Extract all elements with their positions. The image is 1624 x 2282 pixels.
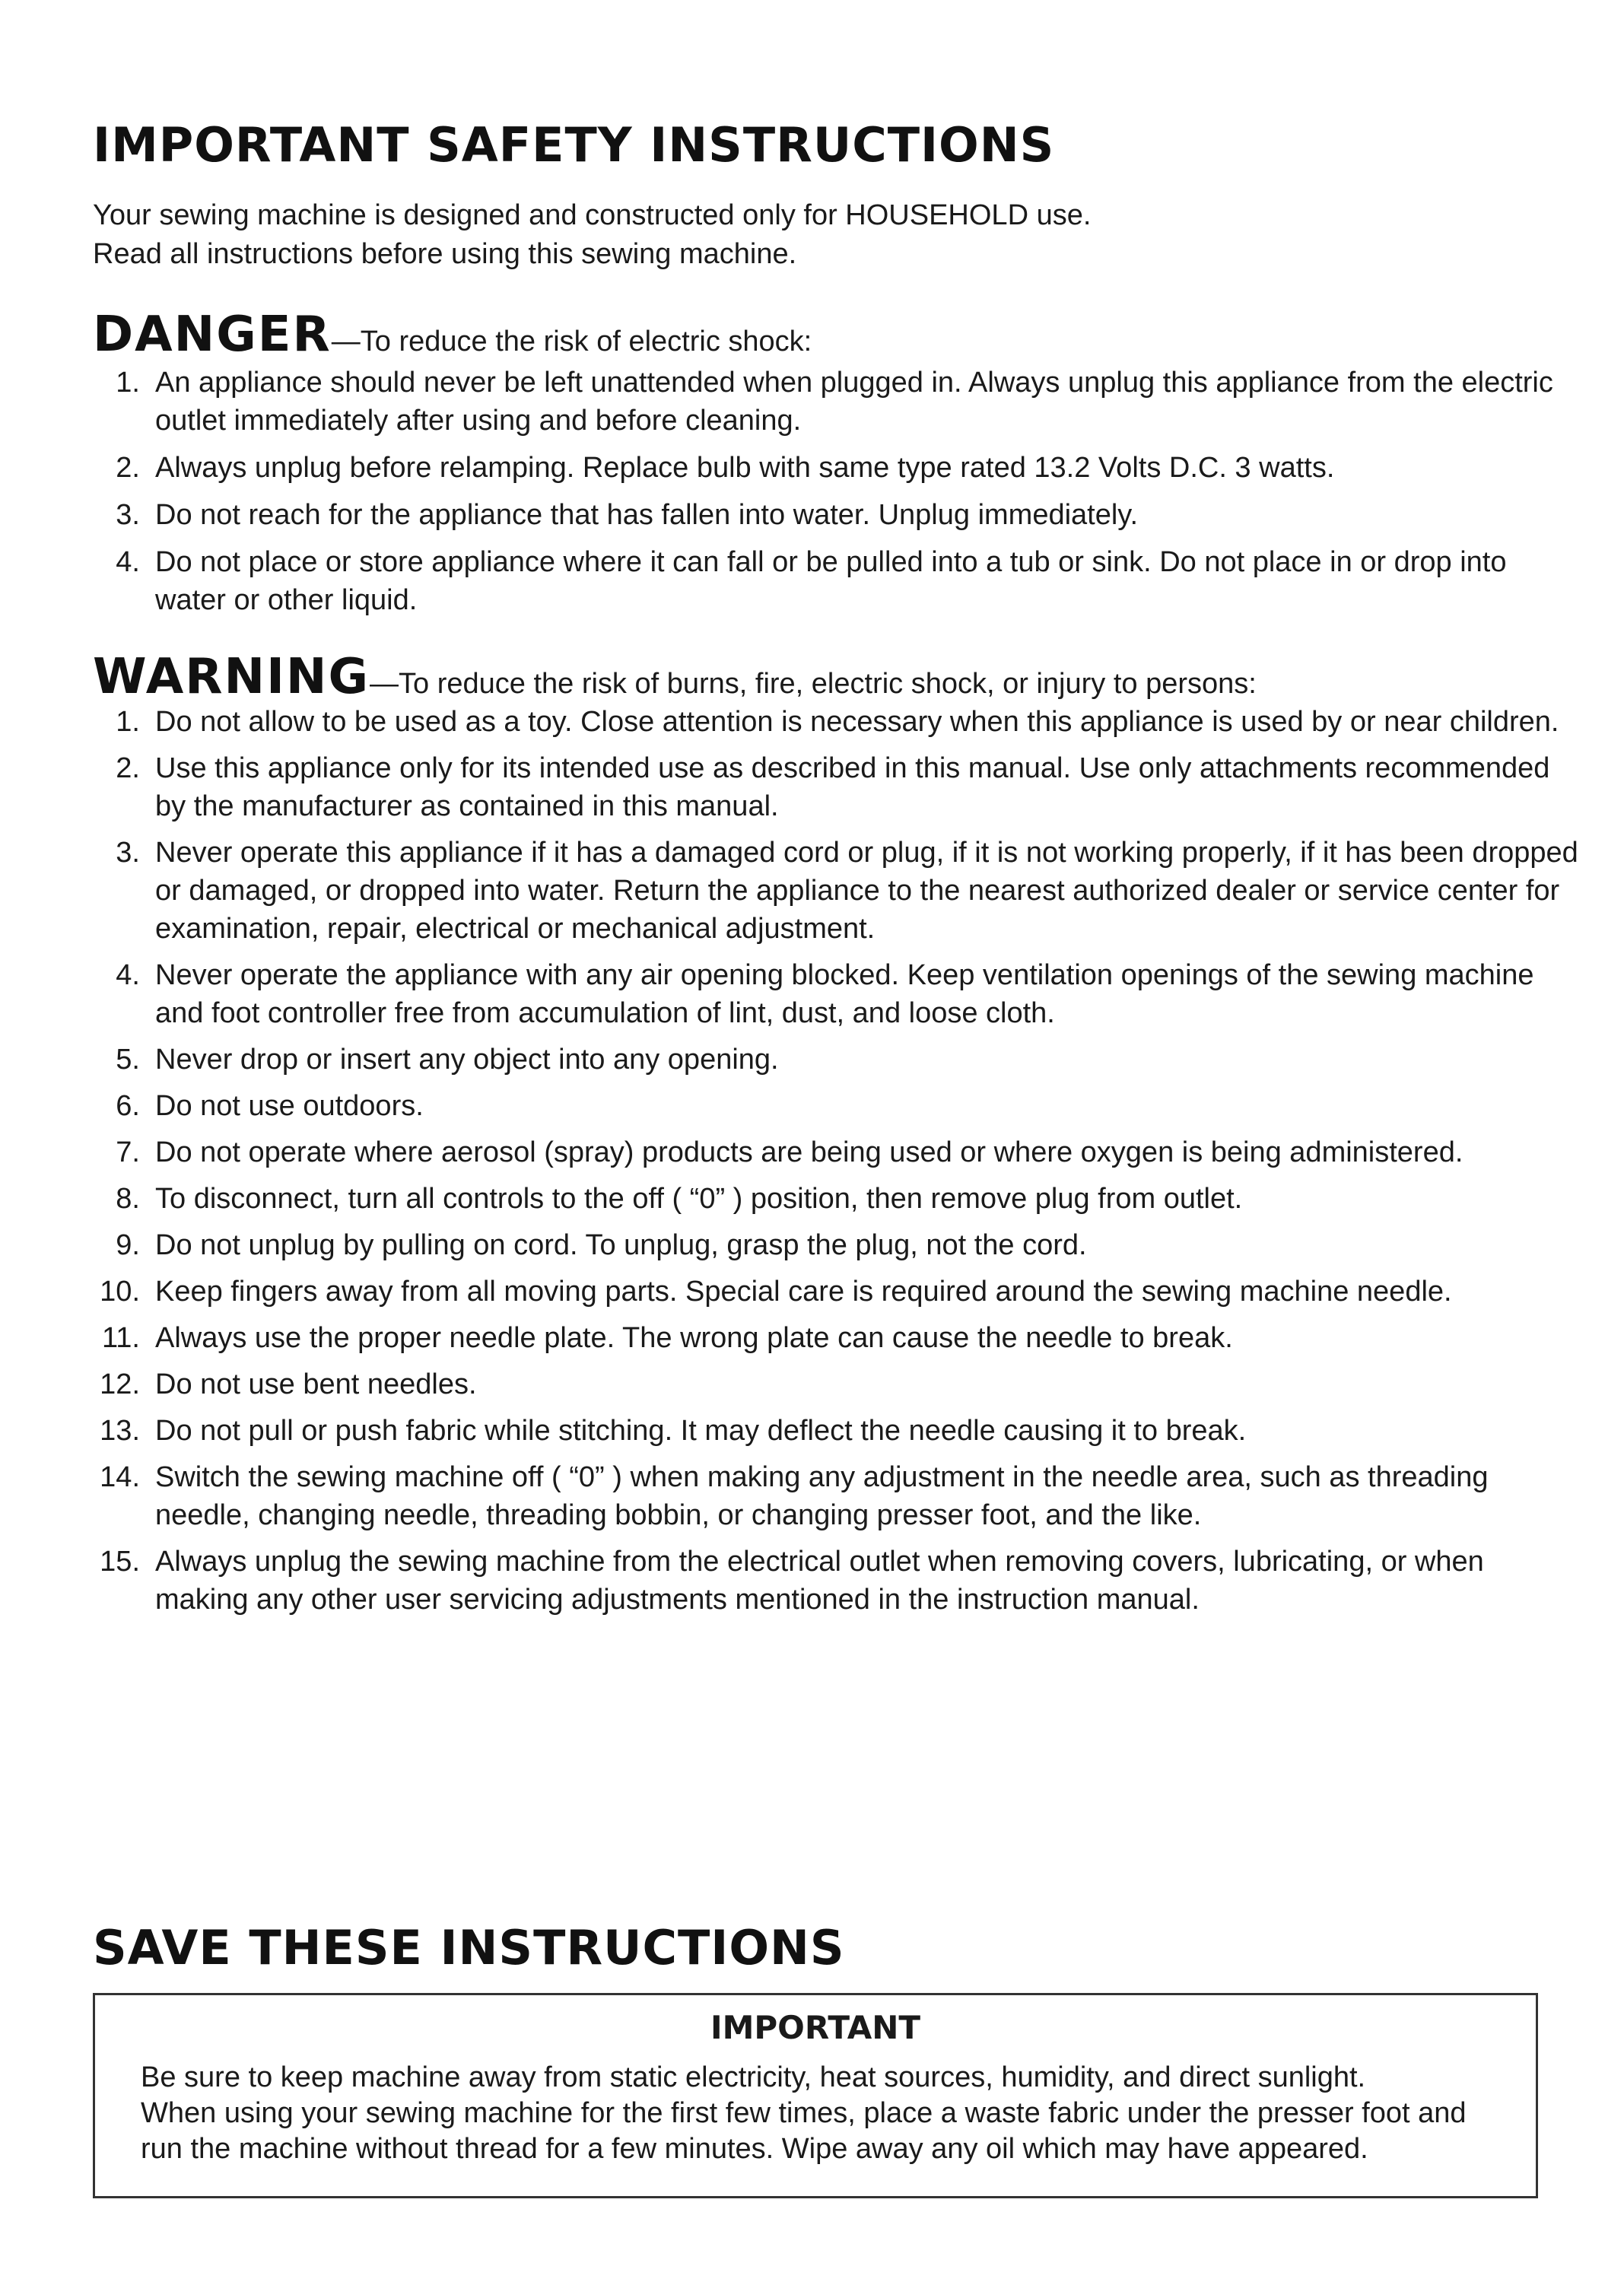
warning-subtitle: To reduce the risk of burns, fire, electric shock, or injury to persons: (399, 668, 1257, 700)
item-number: 1. (116, 706, 140, 738)
warning-item-10 (93, 1273, 1584, 1311)
item-number: 14. (100, 1461, 140, 1493)
danger-subtitle: To reduce the risk of electric shock: (360, 326, 812, 358)
item-number: 6. (116, 1090, 140, 1122)
danger-list (93, 364, 1584, 628)
item-number: 1. (116, 367, 140, 399)
item-number: 8. (116, 1183, 140, 1215)
warning-dash: — (370, 668, 399, 700)
warning-heading (93, 649, 1257, 705)
warning-item-9 (93, 1226, 1584, 1264)
item-number: 2. (116, 752, 140, 784)
item-text: Do not operate where aerosol (spray) products are being used or where oxygen is being administered. (155, 1136, 1464, 1168)
item-text: Do not unplug by pulling on cord. To unplug, grasp the plug, not the cord. (155, 1229, 1087, 1261)
item-text: Always use the proper needle plate. The wrong plate can cause the needle to break. (155, 1322, 1233, 1354)
item-number: 3. (116, 499, 140, 531)
warning-list (93, 703, 1584, 1627)
item-number: 12. (100, 1368, 140, 1400)
item-number: 3. (116, 837, 140, 869)
intro-text (93, 196, 1091, 274)
item-text: Do not reach for the appliance that has fallen into water. Unplug immediately. (155, 499, 1139, 531)
notice-line: When using your sewing machine for the first few times, place a waste fabric under the presser foot and run the machine without thread for a few minutes. Wipe away any oil which may have appeared. (141, 2097, 1467, 2165)
notice-body (141, 2060, 1505, 2167)
warning-item-15 (93, 1543, 1584, 1619)
item-number: 15. (100, 1546, 140, 1578)
warning-item-11 (93, 1319, 1584, 1357)
item-text: Switch the sewing machine off ( “0” ) when making any adjustment in the needle area, such as threading needle, changing needle, threading bobbin, or changing presser foot, and the like. (155, 1461, 1489, 1531)
warning-item-2 (93, 749, 1584, 825)
item-number: 4. (116, 959, 140, 991)
item-text: Do not pull or push fabric while stitching. It may deflect the needle causing it to break. (155, 1415, 1247, 1447)
warning-item-6 (93, 1087, 1584, 1125)
item-number: 10. (100, 1276, 140, 1308)
intro-line: Read all instructions before using this sewing machine. (93, 238, 797, 270)
warning-item-14 (93, 1458, 1584, 1534)
item-text: Do not use bent needles. (155, 1368, 477, 1400)
warning-item-8 (93, 1180, 1584, 1218)
warning-item-12 (93, 1365, 1584, 1403)
item-text: Never drop or insert any object into any opening. (155, 1044, 779, 1076)
danger-item-3 (93, 496, 1584, 534)
item-text: Always unplug before relamping. Replace bulb with same type rated 13.2 Volts D.C. 3 watts. (155, 452, 1335, 484)
danger-label: DANGER (93, 307, 332, 363)
item-text: To disconnect, turn all controls to the off ( “0” ) position, then remove plug from outlet. (155, 1183, 1243, 1215)
danger-heading (93, 307, 812, 363)
page-title: IMPORTANT SAFETY INSTRUCTIONS (93, 117, 1055, 173)
danger-item-1 (93, 364, 1584, 440)
item-number: 2. (116, 452, 140, 484)
warning-item-1 (93, 703, 1584, 741)
item-text: Use this appliance only for its intended use as described in this manual. Use only attachments recommended by the manufacturer as contained in this manual. (155, 752, 1550, 822)
item-text: Never operate the appliance with any air opening blocked. Keep ventilation openings of the sewing machine and foot controller free from accumulation of lint, dust, and loose cloth. (155, 959, 1534, 1029)
item-text: Keep fingers away from all moving parts. Special care is required around the sewing machine needle. (155, 1276, 1452, 1308)
item-text: Do not allow to be used as a toy. Close attention is necessary when this appliance is used by or near children. (155, 706, 1559, 738)
warning-label: WARNING (93, 649, 370, 705)
intro-line: Your sewing machine is designed and constructed only for HOUSEHOLD use. (93, 199, 1092, 231)
item-text: Always unplug the sewing machine from the electrical outlet when removing covers, lubricating, or when making any other user servicing adjustments mentioned in the instruction manual. (155, 1546, 1484, 1616)
item-number: 4. (116, 546, 140, 578)
item-text: Never operate this appliance if it has a damaged cord or plug, if it is not working properly, if it has been dropped or damaged, or dropped into water. Return the appliance to the nearest authorized dealer or service center for examination, repair, electrical or mechanical adjustment. (155, 837, 1578, 945)
save-instructions-heading: SAVE THESE INSTRUCTIONS (93, 1920, 845, 1975)
notice-line: Be sure to keep machine away from static electricity, heat sources, humidity, and direct sunlight. (141, 2061, 1366, 2093)
important-notice-box (93, 1993, 1538, 2198)
warning-item-7 (93, 1133, 1584, 1171)
item-number: 13. (100, 1415, 140, 1447)
item-text: Do not place or store appliance where it can fall or be pulled into a tub or sink. Do not place in or drop into water or other liquid. (155, 546, 1507, 616)
notice-title: IMPORTANT (710, 2009, 921, 2046)
warning-item-13 (93, 1412, 1584, 1450)
danger-item-4 (93, 543, 1584, 619)
warning-item-5 (93, 1041, 1584, 1079)
item-number: 7. (116, 1136, 140, 1168)
warning-item-4 (93, 956, 1584, 1032)
item-number: 11. (101, 1322, 140, 1354)
item-number: 9. (116, 1229, 140, 1261)
danger-dash: — (331, 326, 361, 358)
item-text: An appliance should never be left unattended when plugged in. Always unplug this appliance from the electric outlet immediately after using and before cleaning. (155, 367, 1553, 437)
warning-item-3 (93, 834, 1584, 948)
item-number: 5. (116, 1044, 140, 1076)
item-text: Do not use outdoors. (155, 1090, 424, 1122)
danger-item-2 (93, 449, 1584, 487)
